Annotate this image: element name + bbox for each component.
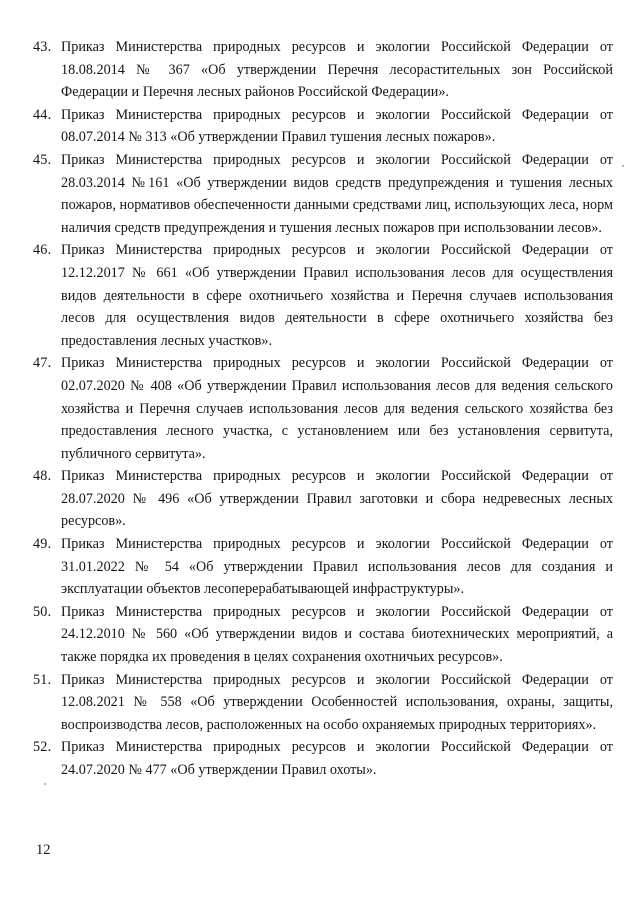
- list-item: [33, 465, 613, 533]
- list-item: [33, 533, 613, 601]
- list-item: [33, 239, 613, 352]
- item-text: Приказ Министерства природных ресурсов и экологии Российской Федерации от 12.08.2021 № 558 «Об утверждении Особенностей использования, охраны, защиты, воспроизводства лесов, расположенных на особо охраняемых природных территориях».: [61, 671, 613, 733]
- item-text: Приказ Министерства природных ресурсов и экологии Российской Федерации от 24.12.2010 № 560 «Об утверждении видов и состава биотехнических мероприятий, а также порядка их проведения в целях сохранения охотничьих ресурсов».: [61, 603, 613, 666]
- item-number: 44.: [33, 106, 52, 123]
- item-text: Приказ Министерства природных ресурсов и экологии Российской Федерации от 08.07.2014 № 313 «Об утверждении Правил тушения лесных пожаров».: [61, 106, 613, 146]
- item-text: Приказ Министерства природных ресурсов и экологии Российской Федерации от 28.07.2020 № 496 «Об утверждении Правил заготовки и сбора недревесных лесных ресурсов».: [61, 468, 613, 530]
- item-number: 46.: [33, 242, 52, 259]
- list-item: [33, 669, 613, 737]
- item-number: 48.: [33, 468, 52, 485]
- item-text: Приказ Министерства природных ресурсов и экологии Российской Федерации от 24.07.2020 № 477 «Об утверждении Правил охоты».: [61, 739, 613, 778]
- list-item: [33, 104, 613, 149]
- item-number: 50.: [33, 603, 52, 620]
- item-number: 49.: [33, 536, 52, 553]
- list-item: [33, 36, 613, 104]
- page-number: 12: [36, 842, 51, 858]
- item-text: Приказ Министерства природных ресурсов и экологии Российской Федерации от 18.08.2014 № 367 «Об утверждении Перечня лесорастительных зон Российской Федерации и Перечня лесных районов Российской Федерации».: [61, 39, 613, 101]
- regulation-list: [33, 36, 613, 782]
- item-number: 43.: [33, 39, 52, 55]
- item-number: 45.: [33, 151, 52, 168]
- list-item: [33, 736, 613, 781]
- item-number: 47.: [33, 355, 52, 372]
- item-number: 51.: [33, 671, 52, 688]
- item-text: Приказ Министерства природных ресурсов и экологии Российской Федерации от 28.03.2014 №161 «Об утверждении видов средств предупреждения и тушения лесных пожаров, нормативов обеспеченности данными средствами лиц, использующих леса, норм наличия средств предупреждения и тушения лесных пожаров при использовании лесов».: [61, 151, 613, 236]
- item-text: Приказ Министерства природных ресурсов и экологии Российской Федерации от 02.07.2020 № 408 «Об утверждении Правил использования лесов для ведения сельского хозяйства и Перечня случаев использования лесов для ведения сельского хозяйства без предоставления лесного участка, с установлением или без установления сервитута, публичного сервитута».: [61, 355, 613, 462]
- scan-speck: [622, 165, 624, 167]
- list-item: [33, 352, 613, 465]
- item-number: 52.: [33, 739, 52, 756]
- item-text: Приказ Министерства природных ресурсов и экологии Российской Федерации от 12.12.2017 № 661 «Об утверждении Правил использования лесов для осуществления видов деятельности в сфере охотничьего хозяйства и Перечня случаев использования лесов для осуществления видов деятельности в сфере охотничьего хозяйства без предоставления лесных участков».: [61, 242, 613, 349]
- item-text: Приказ Министерства природных ресурсов и экологии Российской Федерации от 31.01.2022 № 54 «Об утверждении Правил использования лесов для создания и эксплуатации объектов лесоперерабатывающей инфраструктуры».: [61, 536, 613, 598]
- list-item: [33, 149, 613, 239]
- list-item: [33, 601, 613, 669]
- scan-speck: [44, 783, 46, 785]
